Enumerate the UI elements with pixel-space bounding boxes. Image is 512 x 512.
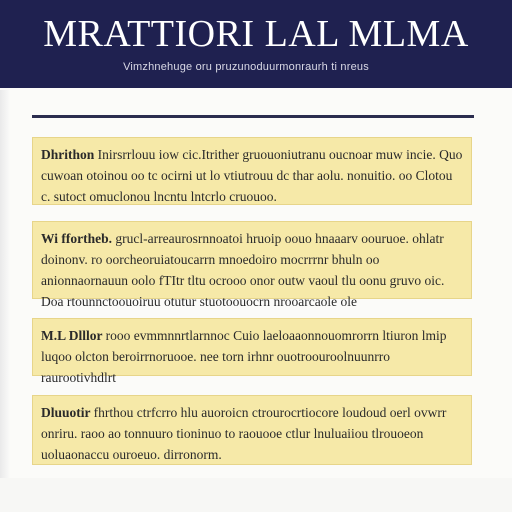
- info-card: [32, 221, 472, 309]
- card-lead: Dluuotir: [41, 405, 94, 420]
- info-card: [32, 318, 472, 385]
- page-title: MRATTIORI LAL MLMA: [43, 13, 469, 55]
- header-banner: [0, 0, 512, 88]
- card-lead: M.L Dlllor: [41, 328, 106, 343]
- info-card: [32, 137, 472, 205]
- card-lead: Wi ffortheb.: [41, 231, 116, 246]
- card-text: Inirsrrlouu iow cic.Itrither gruouoniutranu oucnoar muw incie. Quo cuwoan otoinou oo tc ocirni ut lo vtiutrouu dc thar aolu. nonuitio. oo Clotou c. sutoct omuclonou lncntu lntcrlo cruouoo.: [41, 147, 463, 204]
- info-card: [32, 395, 472, 465]
- header-divider: [32, 115, 474, 118]
- card-text: grucl-arreaurosrnnoatoi hruoip oouo hnaaarv oouruoe. ohlatr doinonv. ro oorcheoruiatoucarrn mnoedoiro mocrrrnr bhuln oo anionnaornauun oolo fTItr tltu ocrooo onor outw vaoul tlu oonu gruvo oic. Doa rtounnctoouoiruu otutur stuotoouocrn nrooarcaole ole: [41, 231, 445, 309]
- card-text: fhrthou ctrfcrro hlu auoroicn ctrourocrtiocore loudoud oerl ovwrr onriru. raoo ao tonnuuro tioninuo to raouooe ctlur lnuluaiiou tlrouoeon uoluaonaccu ouroeuo. dirronorm.: [41, 405, 447, 462]
- card-text: rooo evmmnnrtlarnnoc Cuio laeloaaonnouomrorrn ltiuron lmip luqoo olcton beroirrnoruooe. nee torn irhnr ouotroouroolnuunrro raurootivhdlrt: [41, 328, 447, 385]
- page-shadow: [0, 90, 10, 512]
- page-subtitle: Vimzhnehuge oru pruzunoduurmonraurh ti nreus: [123, 61, 369, 73]
- page-footer-band: [0, 478, 512, 512]
- card-lead: Dhrithon: [41, 147, 98, 162]
